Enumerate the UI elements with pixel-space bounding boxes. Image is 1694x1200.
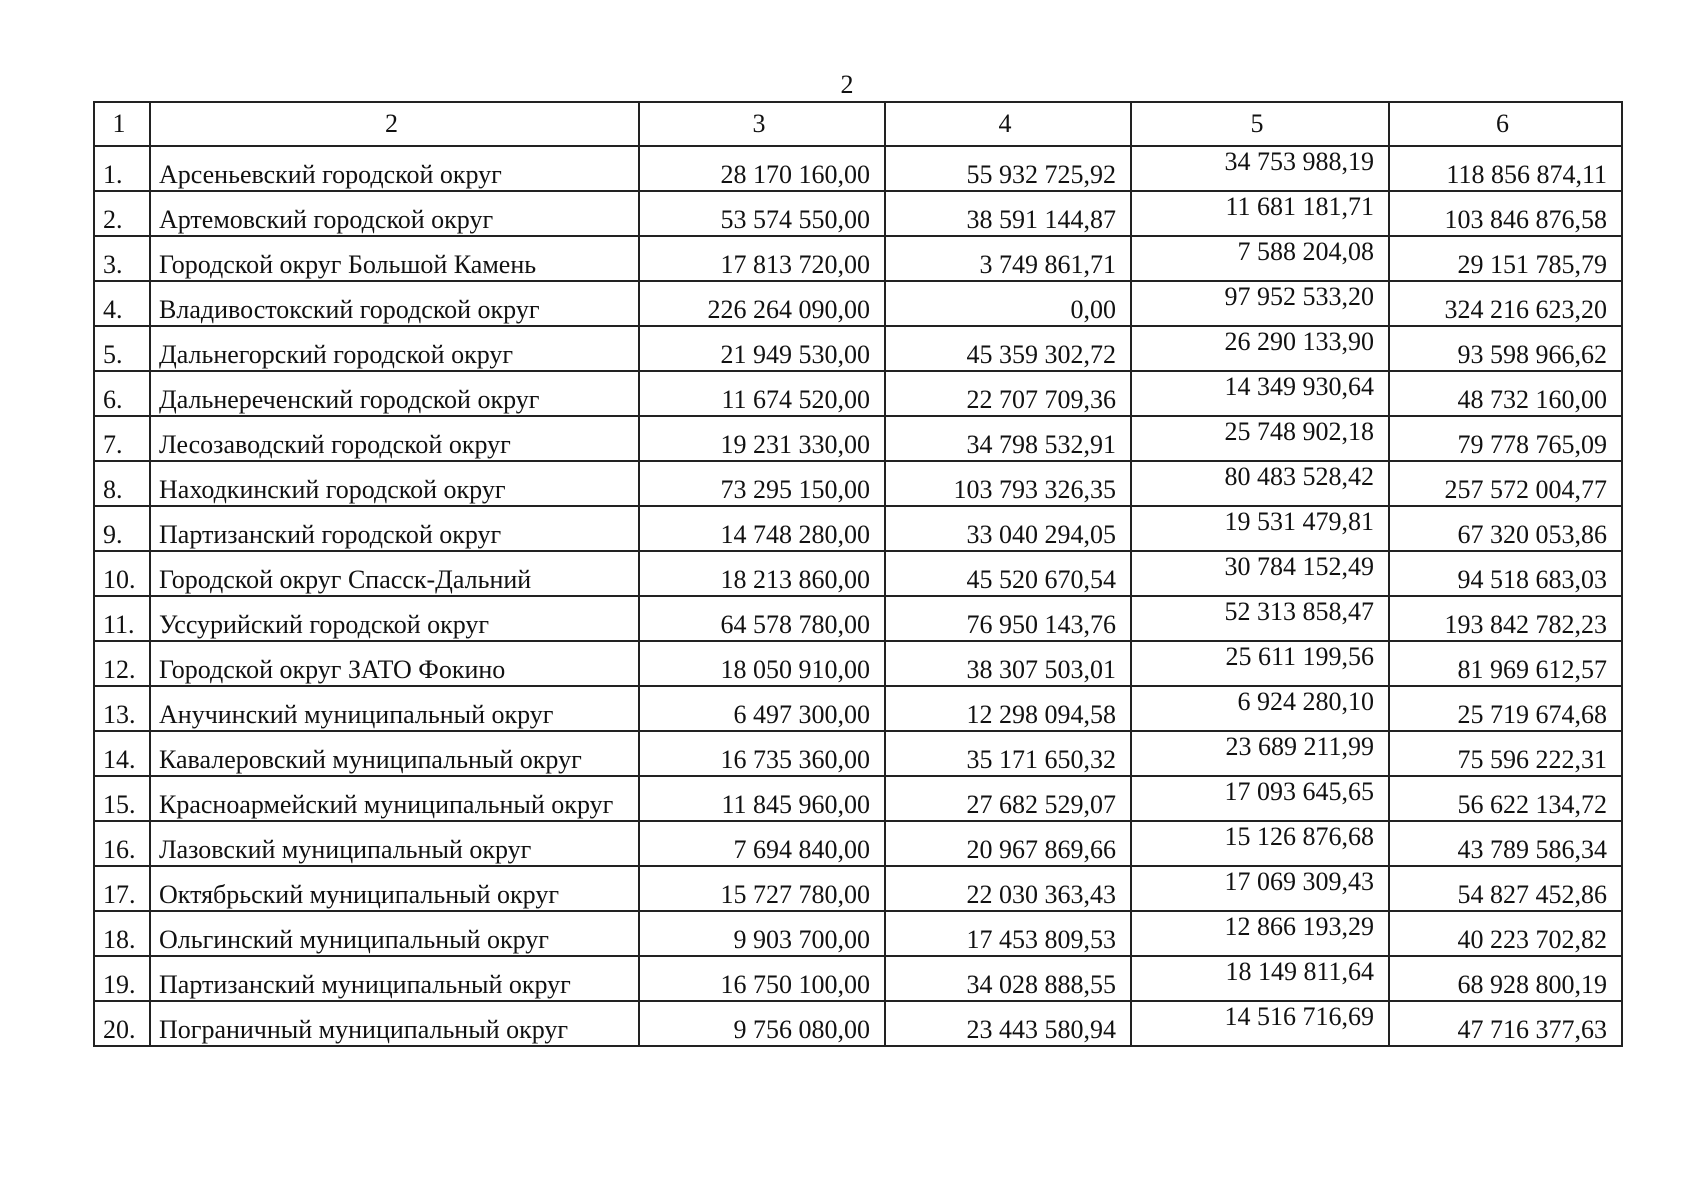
- row-number-cell: 11.: [94, 596, 150, 641]
- municipality-name-cell: Городской округ Спасск-Дальний: [150, 551, 639, 596]
- row-number-cell: 9.: [94, 506, 150, 551]
- table-row: [94, 731, 1622, 776]
- col-4-value-cell: 76 950 143,76: [885, 596, 1131, 641]
- col-3-value-cell: 11 845 960,00: [639, 776, 885, 821]
- col-5-value-cell: 14 516 716,69: [1131, 1001, 1389, 1046]
- col-6-value-cell: 56 622 134,72: [1389, 776, 1622, 821]
- col-4-value-cell: 3 749 861,71: [885, 236, 1131, 281]
- header-row: [94, 102, 1622, 146]
- col-3-value-cell: 21 949 530,00: [639, 326, 885, 371]
- col-4-value-cell: 17 453 809,53: [885, 911, 1131, 956]
- municipality-name-cell: Арсеньевский городской округ: [150, 146, 639, 191]
- col-6-value-cell: 25 719 674,68: [1389, 686, 1622, 731]
- col-3-value-cell: 226 264 090,00: [639, 281, 885, 326]
- col-5-value-cell: 30 784 152,49: [1131, 551, 1389, 596]
- row-number-cell: 17.: [94, 866, 150, 911]
- col-4-value-cell: 0,00: [885, 281, 1131, 326]
- col-3-value-cell: 17 813 720,00: [639, 236, 885, 281]
- col-5-value-cell: 19 531 479,81: [1131, 506, 1389, 551]
- col-5-value-cell: 34 753 988,19: [1131, 146, 1389, 191]
- col-4-value-cell: 22 030 363,43: [885, 866, 1131, 911]
- col-5-value-cell: 25 748 902,18: [1131, 416, 1389, 461]
- col-4-value-cell: 34 028 888,55: [885, 956, 1131, 1001]
- col-4-value-cell: 45 359 302,72: [885, 326, 1131, 371]
- col-5-value-cell: 25 611 199,56: [1131, 641, 1389, 686]
- municipality-name-cell: Ольгинский муниципальный округ: [150, 911, 639, 956]
- col-6-value-cell: 75 596 222,31: [1389, 731, 1622, 776]
- table-row: [94, 281, 1622, 326]
- col-6-value-cell: 257 572 004,77: [1389, 461, 1622, 506]
- col-6-value-cell: 40 223 702,82: [1389, 911, 1622, 956]
- table-row: [94, 776, 1622, 821]
- col-3-value-cell: 9 903 700,00: [639, 911, 885, 956]
- municipality-name-cell: Партизанский муниципальный округ: [150, 956, 639, 1001]
- municipality-name-cell: Анучинский муниципальный округ: [150, 686, 639, 731]
- municipality-name-cell: Лесозаводский городской округ: [150, 416, 639, 461]
- municipality-name-cell: Дальнереченский городской округ: [150, 371, 639, 416]
- col-6-value-cell: 81 969 612,57: [1389, 641, 1622, 686]
- col-6-value-cell: 79 778 765,09: [1389, 416, 1622, 461]
- col-6-value-cell: 68 928 800,19: [1389, 956, 1622, 1001]
- row-number-cell: 6.: [94, 371, 150, 416]
- row-number-cell: 2.: [94, 191, 150, 236]
- table-row: [94, 1001, 1622, 1046]
- row-number-cell: 7.: [94, 416, 150, 461]
- header-col-6: 6: [1389, 102, 1622, 146]
- col-5-value-cell: 14 349 930,64: [1131, 371, 1389, 416]
- municipality-name-cell: Уссурийский городской округ: [150, 596, 639, 641]
- municipality-name-cell: Дальнегорский городской округ: [150, 326, 639, 371]
- table-row: [94, 326, 1622, 371]
- col-3-value-cell: 14 748 280,00: [639, 506, 885, 551]
- row-number-cell: 3.: [94, 236, 150, 281]
- col-6-value-cell: 324 216 623,20: [1389, 281, 1622, 326]
- row-number-cell: 14.: [94, 731, 150, 776]
- row-number-cell: 18.: [94, 911, 150, 956]
- table-row: [94, 551, 1622, 596]
- header-col-2: 2: [150, 102, 639, 146]
- header-col-5: 5: [1131, 102, 1389, 146]
- col-4-value-cell: 34 798 532,91: [885, 416, 1131, 461]
- municipality-name-cell: Красноармейский муниципальный округ: [150, 776, 639, 821]
- municipality-name-cell: Партизанский городской округ: [150, 506, 639, 551]
- municipality-name-cell: Городской округ Большой Камень: [150, 236, 639, 281]
- data-table: [93, 101, 1623, 1047]
- col-3-value-cell: 64 578 780,00: [639, 596, 885, 641]
- row-number-cell: 19.: [94, 956, 150, 1001]
- table-row: [94, 371, 1622, 416]
- row-number-cell: 13.: [94, 686, 150, 731]
- col-5-value-cell: 7 588 204,08: [1131, 236, 1389, 281]
- col-3-value-cell: 19 231 330,00: [639, 416, 885, 461]
- col-3-value-cell: 16 750 100,00: [639, 956, 885, 1001]
- row-number-cell: 5.: [94, 326, 150, 371]
- row-number-cell: 12.: [94, 641, 150, 686]
- col-5-value-cell: 17 069 309,43: [1131, 866, 1389, 911]
- col-4-value-cell: 27 682 529,07: [885, 776, 1131, 821]
- municipality-name-cell: Лазовский муниципальный округ: [150, 821, 639, 866]
- municipality-name-cell: Кавалеровский муниципальный округ: [150, 731, 639, 776]
- row-number-cell: 4.: [94, 281, 150, 326]
- header-col-4: 4: [885, 102, 1131, 146]
- col-4-value-cell: 103 793 326,35: [885, 461, 1131, 506]
- col-5-value-cell: 97 952 533,20: [1131, 281, 1389, 326]
- header-col-1: 1: [94, 102, 150, 146]
- col-4-value-cell: 20 967 869,66: [885, 821, 1131, 866]
- col-6-value-cell: 48 732 160,00: [1389, 371, 1622, 416]
- col-5-value-cell: 26 290 133,90: [1131, 326, 1389, 371]
- row-number-cell: 15.: [94, 776, 150, 821]
- col-3-value-cell: 15 727 780,00: [639, 866, 885, 911]
- col-5-value-cell: 52 313 858,47: [1131, 596, 1389, 641]
- col-6-value-cell: 94 518 683,03: [1389, 551, 1622, 596]
- col-4-value-cell: 38 307 503,01: [885, 641, 1131, 686]
- municipality-name-cell: Октябрьский муниципальный округ: [150, 866, 639, 911]
- col-5-value-cell: 18 149 811,64: [1131, 956, 1389, 1001]
- table-row: [94, 911, 1622, 956]
- col-3-value-cell: 28 170 160,00: [639, 146, 885, 191]
- col-5-value-cell: 23 689 211,99: [1131, 731, 1389, 776]
- col-6-value-cell: 43 789 586,34: [1389, 821, 1622, 866]
- row-number-cell: 16.: [94, 821, 150, 866]
- col-6-value-cell: 103 846 876,58: [1389, 191, 1622, 236]
- header-col-3: 3: [639, 102, 885, 146]
- col-4-value-cell: 55 932 725,92: [885, 146, 1131, 191]
- table-header: [94, 102, 1622, 146]
- table-row: [94, 416, 1622, 461]
- col-6-value-cell: 118 856 874,11: [1389, 146, 1622, 191]
- col-3-value-cell: 9 756 080,00: [639, 1001, 885, 1046]
- col-6-value-cell: 193 842 782,23: [1389, 596, 1622, 641]
- table-row: [94, 146, 1622, 191]
- table-row: [94, 686, 1622, 731]
- col-3-value-cell: 7 694 840,00: [639, 821, 885, 866]
- col-5-value-cell: 80 483 528,42: [1131, 461, 1389, 506]
- col-4-value-cell: 12 298 094,58: [885, 686, 1131, 731]
- table-row: [94, 641, 1622, 686]
- table-row: [94, 461, 1622, 506]
- row-number-cell: 1.: [94, 146, 150, 191]
- col-5-value-cell: 17 093 645,65: [1131, 776, 1389, 821]
- table-row: [94, 956, 1622, 1001]
- municipality-name-cell: Находкинский городской округ: [150, 461, 639, 506]
- col-3-value-cell: 11 674 520,00: [639, 371, 885, 416]
- table-row: [94, 236, 1622, 281]
- col-3-value-cell: 73 295 150,00: [639, 461, 885, 506]
- col-5-value-cell: 6 924 280,10: [1131, 686, 1389, 731]
- col-6-value-cell: 67 320 053,86: [1389, 506, 1622, 551]
- col-3-value-cell: 18 213 860,00: [639, 551, 885, 596]
- table-row: [94, 866, 1622, 911]
- col-3-value-cell: 53 574 550,00: [639, 191, 885, 236]
- table-row: [94, 191, 1622, 236]
- col-6-value-cell: 93 598 966,62: [1389, 326, 1622, 371]
- col-4-value-cell: 38 591 144,87: [885, 191, 1131, 236]
- municipality-name-cell: Городской округ ЗАТО Фокино: [150, 641, 639, 686]
- col-4-value-cell: 22 707 709,36: [885, 371, 1131, 416]
- row-number-cell: 10.: [94, 551, 150, 596]
- table-row: [94, 821, 1622, 866]
- col-4-value-cell: 35 171 650,32: [885, 731, 1131, 776]
- col-4-value-cell: 23 443 580,94: [885, 1001, 1131, 1046]
- col-6-value-cell: 47 716 377,63: [1389, 1001, 1622, 1046]
- table-row: [94, 506, 1622, 551]
- page-number: 2: [840, 70, 854, 99]
- col-4-value-cell: 45 520 670,54: [885, 551, 1131, 596]
- municipality-name-cell: Пограничный муниципальный округ: [150, 1001, 639, 1046]
- col-5-value-cell: 11 681 181,71: [1131, 191, 1389, 236]
- table-row: [94, 596, 1622, 641]
- col-5-value-cell: 15 126 876,68: [1131, 821, 1389, 866]
- table-body: [94, 146, 1622, 1046]
- row-number-cell: 8.: [94, 461, 150, 506]
- col-3-value-cell: 18 050 910,00: [639, 641, 885, 686]
- row-number-cell: 20.: [94, 1001, 150, 1046]
- col-6-value-cell: 29 151 785,79: [1389, 236, 1622, 281]
- municipality-name-cell: Артемовский городской округ: [150, 191, 639, 236]
- col-4-value-cell: 33 040 294,05: [885, 506, 1131, 551]
- col-3-value-cell: 6 497 300,00: [639, 686, 885, 731]
- col-6-value-cell: 54 827 452,86: [1389, 866, 1622, 911]
- municipality-name-cell: Владивостокский городской округ: [150, 281, 639, 326]
- col-5-value-cell: 12 866 193,29: [1131, 911, 1389, 956]
- col-3-value-cell: 16 735 360,00: [639, 731, 885, 776]
